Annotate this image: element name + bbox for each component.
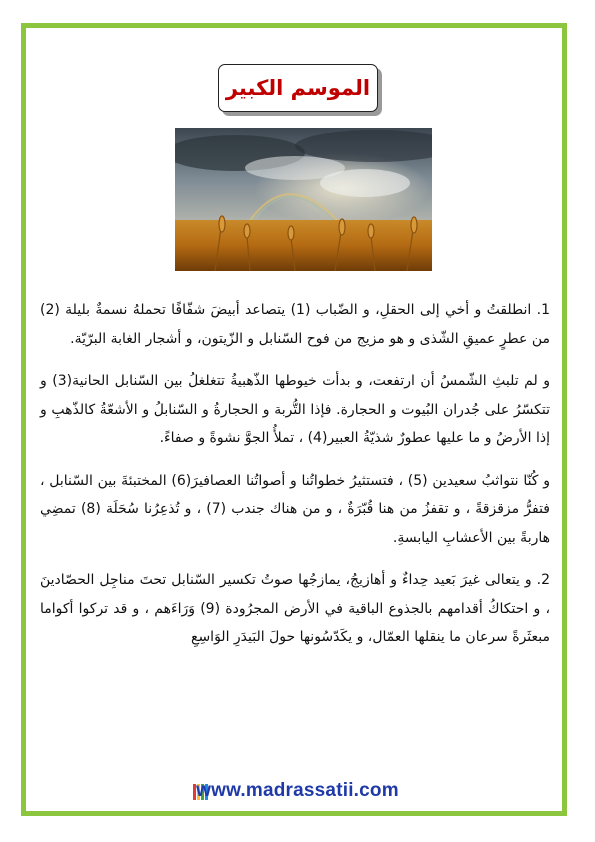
page-title: الموسم الكبير [225, 76, 371, 100]
paragraph-3: و كُنّا نتواثبُ سعيدين (5) ، فتستثيرُ خطواتُنا و أصواتُنا العصافيرَ(6) المختبئةَ بين السّنابل ، فتفرُّ مزقزقةً ، و تقفزُ من هنا قُبّرَةٌ ، و من هناك جندب (7) ، و تُذعِرُنا سُحَلَة (8) تمضِي هاربةً بين الأعشابِ اليابسةِ. [40, 472, 550, 546]
footer [0, 780, 595, 802]
paragraph-1: 1. انطلقتُ و أخي إلى الحقلِ، و الضّباب (1) يتصاعد أبيضَ شفّافًا تحملهُ نسمةٌ بليلة (2) من عطرٍ عميقِ الشّذى و هو مزيج من فوح السّنابل و الزّيتون، و أشجار الغابة البرّيّة. [40, 302, 550, 347]
title-box [218, 64, 378, 112]
site-url-link[interactable]: www.madrassatii.com [196, 780, 399, 801]
paragraph-2: و لم تلبثِ الشّمسُ أن ارتفعت، و بدأت خيوطها الذّهبيةُ تتغلغلُ بين السّنابل الحانية(3) و تتكسّرُ على جُدران البُيوت و الحجارة. فإذا التُّربة و الحجارةُ و السّنابلُ و الأشعّةُ كالذّهبِ و إذا الأرضُ و ما عليها عطورٌ شذيّةُ العبير(4) ، تملأُ الجوَّ نشوةً و صفاءً. [40, 373, 550, 446]
paragraph-4: 2. و يتعالى غيرَ بَعيد حِداءٌ و أهازيجُ، يمازجُها صوتُ تكسير السّنابل تحتَ مناجِل الحصّادينَ ، و احتكاكُ أقدامهم بالجذوع الباقية في الأرض المجرُودة (9) وَرَاءَهم ، و قد تركوا أكواما مبعثَرةً سرعان ما ينقلها العمّال، و يكَدّسُونها حولَ البَيدَرِ الوَاسِعِ [40, 572, 550, 645]
story-text [40, 296, 550, 666]
wheat-field-illustration [175, 128, 432, 271]
wheat-field-photo [175, 128, 432, 271]
